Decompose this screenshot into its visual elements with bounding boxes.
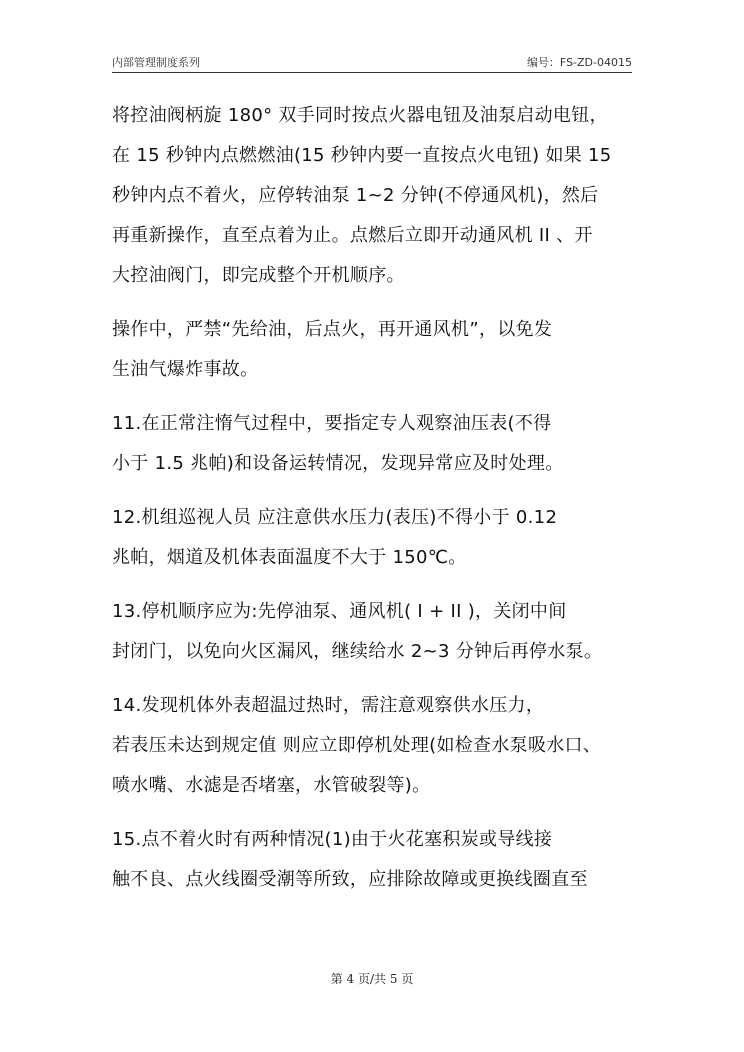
- text-line: 操作中，严禁“先给油，后点火，再开通风机”，以免发: [112, 319, 553, 340]
- paragraph: [112, 592, 632, 672]
- text-line: 11.在正常注惰气过程中，要指定专人观察油压表(不得: [112, 413, 552, 434]
- text-line: 秒钟内点不着火，应停转油泵 1~2 分钟(不停通风机)，然后: [112, 185, 599, 206]
- page-number: 第 4 页/共 5 页: [330, 972, 414, 986]
- paragraph: [112, 96, 632, 296]
- text-line: 在 15 秒钟内点燃燃油(15 秒钟内要一直按点火电钮) 如果 15: [112, 145, 612, 166]
- page-header: [112, 54, 632, 74]
- text-line: 大控油阀门，即完成整个开机顺序。: [112, 265, 405, 286]
- paragraph: [112, 820, 632, 900]
- text-line: 15.点不着火时有两种情况(1)由于火花塞积炭或导线接: [112, 829, 553, 850]
- text-line: 将控油阀柄旋 180° 双手同时按点火器电钮及油泵启动电钮，: [112, 105, 608, 126]
- paragraph: [112, 310, 632, 390]
- document-body: [112, 96, 632, 900]
- text-line: 触不良、点火线圈受潮等所致，应排除故障或更换线圈直至: [112, 869, 588, 890]
- header-series-title: 内部管理制度系列: [112, 56, 200, 69]
- paragraph: [112, 404, 632, 484]
- paragraph: [112, 498, 632, 578]
- text-line: 喷水嘴、水滤是否堵塞，水管破裂等)。: [112, 775, 431, 796]
- text-line: 小于 1.5 兆帕)和设备运转情况，发现异常应及时处理。: [112, 453, 564, 474]
- text-line: 13.停机顺序应为:先停油泵、通风机( I + II )，关闭中间: [112, 601, 567, 622]
- header-document-number: 编号：FS-ZD-04015: [526, 56, 632, 69]
- text-line: 12.机组巡视人员 应注意供水压力(表压)不得小于 0.12: [112, 507, 558, 528]
- text-line: 兆帕，烟道及机体表面温度不大于 150℃。: [112, 547, 467, 568]
- text-line: 若表压未达到规定值 则应立即停机处理(如检查水泵吸水口、: [112, 735, 602, 756]
- header-divider: [112, 72, 632, 73]
- text-line: 再重新操作，直至点着为止。点燃后立即开动通风机 II 、开: [112, 225, 593, 246]
- text-line: 封闭门，以免向火区漏风，继续给水 2~3 分钟后再停水泵。: [112, 641, 603, 662]
- page-footer: [0, 970, 744, 987]
- paragraph: [112, 686, 632, 806]
- text-line: 14.发现机体外表超温过热时，需注意观察供水压力，: [112, 695, 545, 716]
- text-line: 生油气爆炸事故。: [112, 359, 259, 380]
